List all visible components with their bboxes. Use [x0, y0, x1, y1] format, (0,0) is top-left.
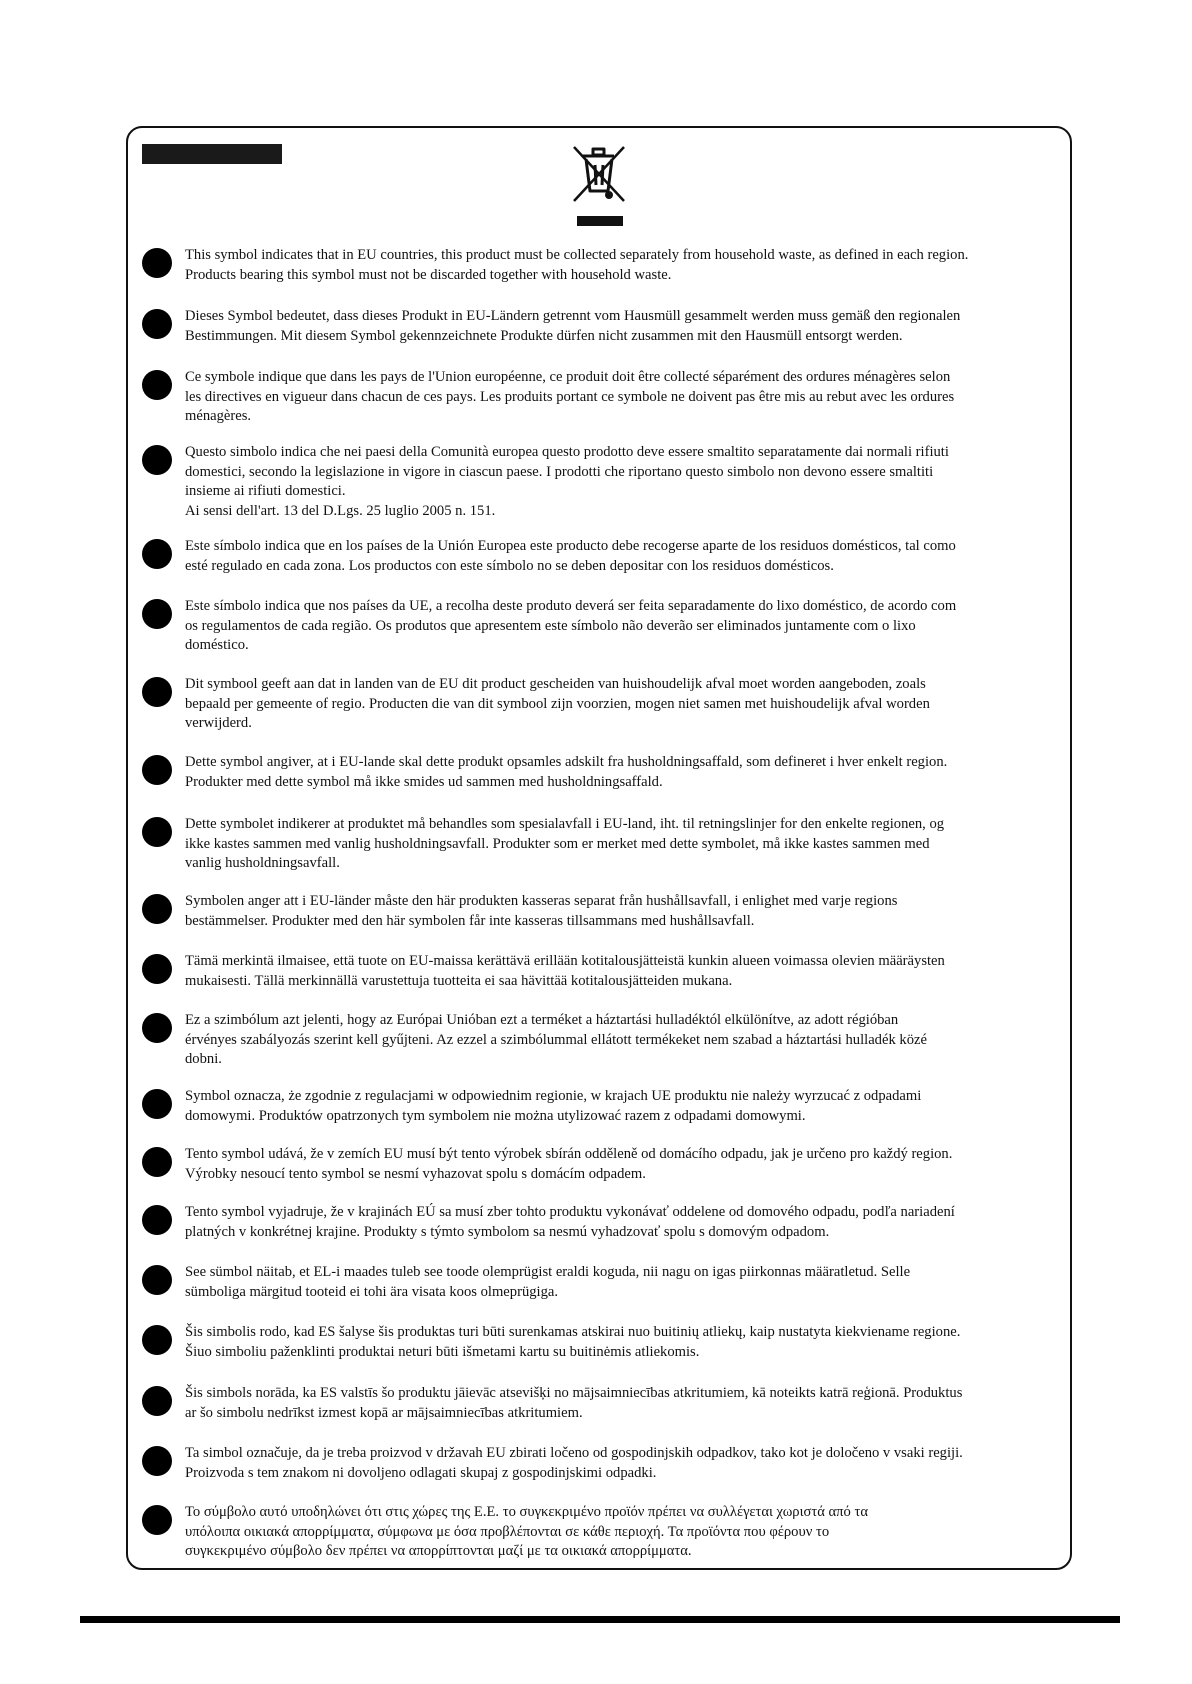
entry-text: Dieses Symbol bedeutet, dass dieses Produkt in EU-Ländern getrennt vom Hausmüll gesammelt werden muss gemäß den regionalen Bestimmungen. Mit diesem Symbol gekennzeichnete Produkte dürfen nicht zusammen mit den Hausmüll entsorgt werden. — [185, 308, 961, 344]
entry-da — [142, 753, 1057, 792]
entry-text: Ce symbole indique que dans les pays de l'Union européenne, ce produit doit être collecté séparément des ordures ménagères selon les directives en vigueur dans chacun de ces pays. Les produits portant ce symbole ne doivent pas être mis au rebut avec les ordures ménagères. — [185, 369, 955, 424]
entry-text: Šis simbolis rodo, kad ES šalyse šis produktas turi būti surenkamas atskirai nuo buitinių atliekų, kaip nustatyta kiekviename regione. Šiuo simboliu paženklinti produktai neturi būti išmetami kartu su buitinėmis atliekomis. — [185, 1324, 961, 1360]
bullet-dot — [142, 1325, 172, 1355]
bin-underbar — [577, 216, 623, 226]
entry-pl — [142, 1087, 1057, 1126]
bullet-dot — [142, 1265, 172, 1295]
entry-nl — [142, 675, 1057, 734]
entry-lv — [142, 1384, 1057, 1423]
bin-handle — [593, 149, 604, 155]
bullet-dot — [142, 248, 172, 278]
entry-text: Tämä merkintä ilmaisee, että tuote on EU-maissa kerättävä erillään kotitalousjätteistä kunkin alueen voimassa olevien määräysten mukaisesti. Tällä merkinnällä varustettuja tuotteita ei saa hävittää kotitalousjätteiden mukana. — [185, 953, 945, 989]
bin-wheel — [605, 191, 613, 199]
bullet-dot — [142, 817, 172, 847]
bullet-dot — [142, 954, 172, 984]
entry-fr — [142, 368, 1057, 427]
bullet-dot — [142, 1205, 172, 1235]
bullet-dot — [142, 370, 172, 400]
entry-text: Ez a szimbólum azt jelenti, hogy az Európai Unióban ezt a terméket a háztartási hulladéktól elkülönítve, az adott régióban érvényes szabályozás szerint kell gyűjteni. Az ezzel a szimbólummal ellátott termékeket nem szabad a háztartási hulladék közé dobni. — [185, 1012, 927, 1067]
entry-text: Dette symbolet indikerer at produktet må behandles som spesialavfall i EU-land, iht. til retningslinjer for den enkelte regionen, og ikke kastes sammen med vanlig husholdningsavfall. Produkter som er merket med dette symbolet, må ikke kastes sammen med vanlig husholdningsavfall. — [185, 816, 945, 871]
entry-text: Este símbolo indica que nos países da UE, a recolha deste produto deverá ser feita separadamente do lixo doméstico, de acordo com os regulamentos de cada região. Os produtos que apresentem este símbolo não deverão ser eliminados juntamente com o lixo doméstico. — [185, 598, 957, 653]
entry-text: Questo simbolo indica che nei paesi della Comunità europea questo prodotto deve essere smaltito separatamente dai normali rifiuti domestici, secondo la legislazione in vigore in ciascun paese. I prodotti che riportano questo simbolo non devono essere smaltiti insieme ai rifiuti domestici. Ai sensi dell'art. 13 del D.Lgs. 25 luglio 2005 n. 151. — [185, 444, 949, 519]
bullet-dot — [142, 309, 172, 339]
entry-cs — [142, 1145, 1057, 1184]
entry-text: Το σύμβολο αυτό υποδηλώνει ότι στις χώρες της Ε.Ε. το συγκεκριμένο προϊόν πρέπει να συλλέγεται χωριστά από τα υπόλοιπα οικιακά απορρίμματα, σύμφωνα με όσα προβλέπονται σε κάθε περιοχή. Τα προϊόντα που φέρουν το συγκεκριμένο σύμβολο δεν πρέπει να απορρίπτονται μαζί με τα οικιακά απορρίμματα. — [185, 1504, 869, 1559]
entry-de — [142, 307, 1057, 346]
bullet-dot — [142, 894, 172, 924]
entry-text: Ta simbol označuje, da je treba proizvod v državah EU zbirati ločeno od gospodinjskih odpadkov, tako kot je določeno v vsaki regiji. Proizvoda s tem znakom ni dovoljeno odlagati skupaj z gospodinjskimi odpadki. — [185, 1445, 963, 1481]
entry-en — [142, 246, 1057, 285]
bullet-dot — [142, 1446, 172, 1476]
entry-fi — [142, 952, 1057, 991]
bullet-dot — [142, 1147, 172, 1177]
entry-text: Tento symbol udává, že v zemích EU musí být tento výrobek sbírán odděleně od domácího odpadu, jak je určeno pro každý region. Výrobky nesoucí tento symbol se nesmí vyhazovat spolu s domácím odpadem. — [185, 1146, 953, 1182]
entry-text: Šis simbols norāda, ka ES valstīs šo produktu jāievāc atsevišķi no mājsaimniecības atkritumiem, kā noteikts katrā reģionā. Produktus ar šo simbolu nedrīkst izmest kopā ar mājsaimniecības atkritumiem. — [185, 1385, 963, 1421]
bullet-dot — [142, 1386, 172, 1416]
entry-sl — [142, 1444, 1057, 1483]
entry-sv — [142, 892, 1057, 931]
bullet-dot — [142, 599, 172, 629]
crossed-out-wheelie-bin-icon — [568, 143, 630, 205]
entry-lt — [142, 1323, 1057, 1362]
entry-text: Symbolen anger att i EU-länder måste den här produkten kasseras separat från hushållsavfall, i enlighet med varje regions bestämmelser. Produkter med den här symbolen får inte kasseras tillsammans med hushållsavfall. — [185, 893, 898, 929]
bullet-dot — [142, 539, 172, 569]
entry-text: This symbol indicates that in EU countries, this product must be collected separately from household waste, as defined in each region. Products bearing this symbol must not be discarded together with household waste. — [185, 247, 969, 283]
entry-text: Este símbolo indica que en los países de la Unión Europea este producto debe recogerse aparte de los residuos domésticos, tal como esté regulado en cada zona. Los productos con este símbolo no se deben depositar con los residuos domésticos. — [185, 538, 956, 574]
entry-sk — [142, 1203, 1057, 1242]
bullet-dot — [142, 1505, 172, 1535]
entry-it — [142, 443, 1057, 521]
entry-es — [142, 537, 1057, 576]
entry-text: See sümbol näitab, et EL-i maades tuleb see toode olemprügist eraldi koguda, nii nagu on igas piirkonnas määratletud. Selle sümboliga märgitud tooteid ei tohi ära visata koos olmeprügiga. — [185, 1264, 911, 1300]
entry-hu — [142, 1011, 1057, 1070]
entry-text: Tento symbol vyjadruje, že v krajinách EÚ sa musí zber tohto produktu vykonávať oddelene od domového odpadu, podľa nariadení platných v konkrétnej krajine. Produkty s týmto symbolom sa nesmú vyhadzovať spolu s domovým odpadom. — [185, 1204, 955, 1240]
entry-text: Dette symbol angiver, at i EU-lande skal dette produkt opsamles adskilt fra husholdningsaffald, som defineret i hver enkelt region. Produkter med dette symbol må ikke smides ud sammen med husholdningsaffald. — [185, 754, 948, 790]
entry-text: Symbol oznacza, że zgodnie z regulacjami w odpowiednim regionie, w krajach UE produktu nie należy wyrzucać z odpadami domowymi. Produktów opatrzonych tym symbolem nie można utylizować razem z odpadami domowymi. — [185, 1088, 922, 1124]
entry-el — [142, 1503, 1057, 1562]
redacted-label-bar — [142, 144, 282, 164]
bullet-dot — [142, 1089, 172, 1119]
bullet-dot — [142, 1013, 172, 1043]
entry-no — [142, 815, 1057, 874]
entry-et — [142, 1263, 1057, 1302]
entry-text: Dit symbool geeft aan dat in landen van de EU dit product gescheiden van huishoudelijk afval moet worden aangeboden, zoals bepaald per gemeente of regio. Producten die van dit symbool zijn voorzien, mogen niet samen met huishoudelijk afval worden verwijderd. — [185, 676, 930, 731]
bullet-dot — [142, 445, 172, 475]
bottom-rule — [80, 1616, 1120, 1623]
bullet-dot — [142, 677, 172, 707]
entry-pt — [142, 597, 1057, 656]
bullet-dot — [142, 755, 172, 785]
